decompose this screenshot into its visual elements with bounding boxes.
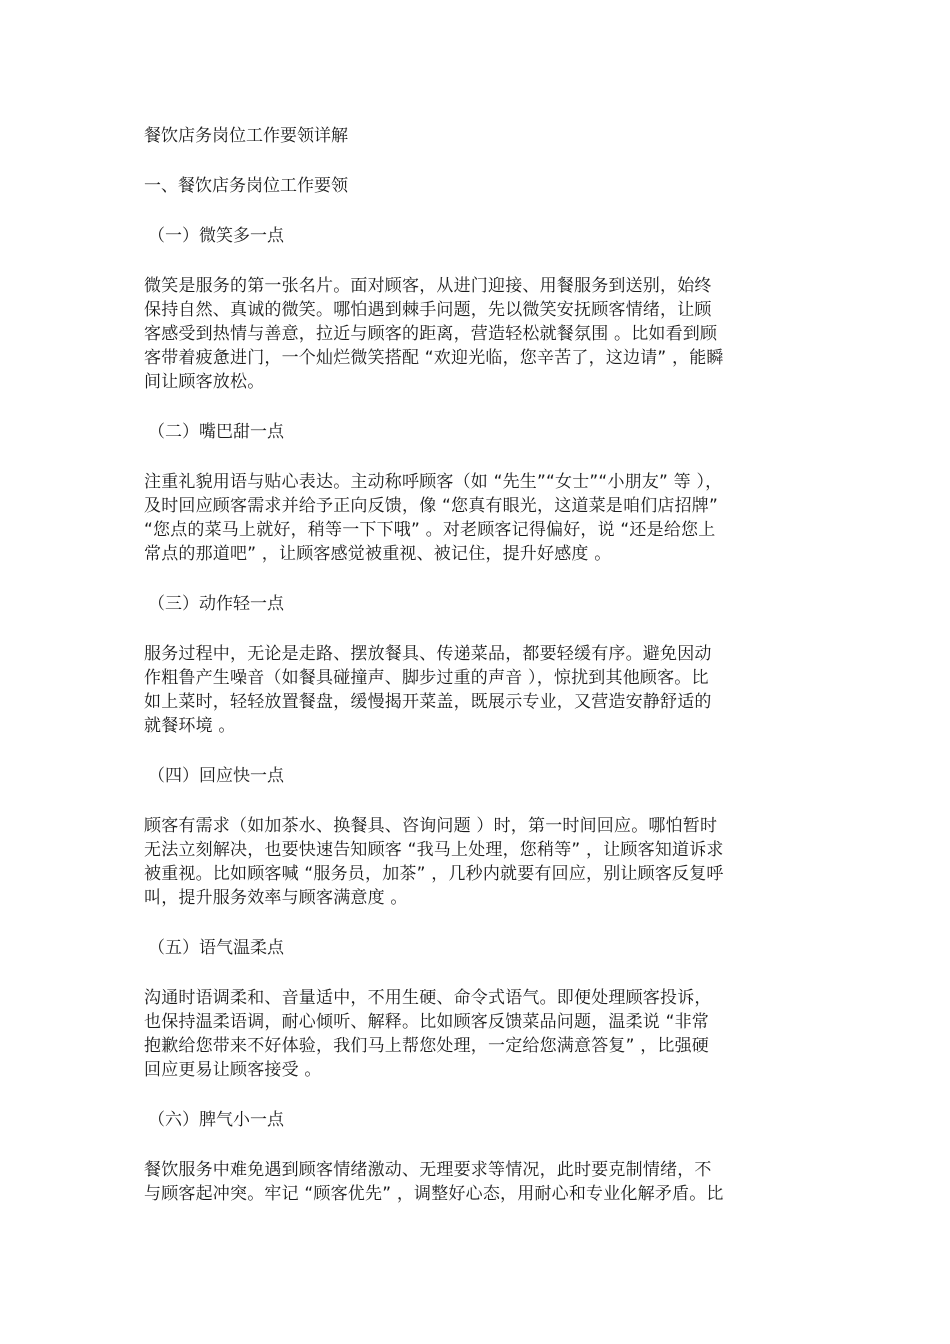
- paragraph-line: 服务过程中，无论是走路、摆放餐具、传递菜品，都要轻缓有序。避免因动: [144, 644, 712, 664]
- section-smile: [144, 224, 808, 394]
- paragraph-line: 就餐环境 。: [144, 716, 236, 736]
- section-subtitle: （五）语气温柔点: [148, 938, 284, 958]
- paragraph-line: 顾客有需求（如加茶水、换餐具、咨询问题 ）时，第一时间回应。哪怕暂时: [144, 816, 718, 836]
- section-paragraph: [144, 274, 808, 394]
- paragraph-line: 回应更易让顾客接受 。: [144, 1060, 322, 1080]
- paragraph-line: 作粗鲁产生噪音（如餐具碰撞声、脚步过重的声音 ），惊扰到其他顾客。比: [144, 668, 709, 688]
- document-page: [144, 124, 808, 1232]
- section-paragraph: [144, 1158, 808, 1206]
- paragraph-line: 注重礼貌用语与贴心表达。主动称呼顾客（如 “先生”“女士”“小朋友” 等 ），: [144, 472, 723, 492]
- paragraph-line: 抱歉给您带来不好体验，我们马上帮您处理，一定给您满意答复” ，比强硬: [144, 1036, 710, 1056]
- paragraph-line: 保持自然、真诚的微笑。哪怕遇到棘手问题，先以微笑安抚顾客情绪，让顾: [144, 300, 712, 320]
- section-sweet-words: [144, 420, 808, 566]
- section-paragraph: [144, 642, 808, 738]
- section-calm-temper: [144, 1108, 808, 1206]
- section-soft-tone: [144, 936, 808, 1082]
- section-subtitle: （一）微笑多一点: [148, 226, 284, 246]
- section-subtitle: （三）动作轻一点: [148, 594, 284, 614]
- paragraph-line: 常点的那道吧” ，让顾客感觉被重视、被记住，提升好感度 。: [144, 544, 612, 564]
- document-title: 餐饮店务岗位工作要领详解: [144, 126, 348, 146]
- paragraph-line: 餐饮服务中难免遇到顾客情绪激动、无理要求等情况，此时要克制情绪，不: [144, 1160, 712, 1180]
- paragraph-line: “您点的菜马上就好，稍等一下下哦” 。对老顾客记得偏好，说 “还是给您上: [144, 520, 716, 540]
- paragraph-line: 微笑是服务的第一张名片。面对顾客，从进门迎接、用餐服务到送别，始终: [144, 276, 712, 296]
- section-gentle-actions: [144, 592, 808, 738]
- paragraph-line: 被重视。比如顾客喊 “服务员，加茶” ，几秒内就要有回应，别让顾客反复呼: [144, 864, 724, 884]
- section-subtitle: （二）嘴巴甜一点: [148, 422, 284, 442]
- paragraph-line: 叫，提升服务效率与顾客满意度 。: [144, 888, 408, 908]
- section-paragraph: [144, 814, 808, 910]
- paragraph-line: 与顾客起冲突。牢记 “顾客优先” ，调整好心态，用耐心和专业化解矛盾。比: [144, 1184, 724, 1204]
- paragraph-line: 无法立刻解决，也要快速告知顾客 “我马上处理，您稍等” ，让顾客知道诉求: [144, 840, 724, 860]
- section-heading: 一、餐饮店务岗位工作要领: [144, 176, 348, 196]
- section-paragraph: [144, 470, 808, 566]
- paragraph-line: 沟通时语调柔和、音量适中，不用生硬、命令式语气。即便处理顾客投诉，: [144, 988, 712, 1008]
- paragraph-line: 及时回应顾客需求并给予正向反馈，像 “您真有眼光，这道菜是咱们店招牌”: [144, 496, 719, 516]
- paragraph-line: 客带着疲惫进门，一个灿烂微笑搭配 “欢迎光临，您辛苦了，这边请” ，能瞬: [144, 348, 724, 368]
- paragraph-line: 客感受到热情与善意，拉近与顾客的距离，营造轻松就餐氛围 。比如看到顾: [144, 324, 718, 344]
- section-quick-response: [144, 764, 808, 910]
- paragraph-line: 也保持温柔语调，耐心倾听、解释。比如顾客反馈菜品问题，温柔说 “非常: [144, 1012, 710, 1032]
- section-subtitle: （四）回应快一点: [148, 766, 284, 786]
- section-paragraph: [144, 986, 808, 1082]
- paragraph-line: 如上菜时，轻轻放置餐盘，缓慢揭开菜盖，既展示专业，又营造安静舒适的: [144, 692, 712, 712]
- section-subtitle: （六）脾气小一点: [148, 1110, 284, 1130]
- paragraph-line: 间让顾客放松。: [144, 372, 265, 392]
